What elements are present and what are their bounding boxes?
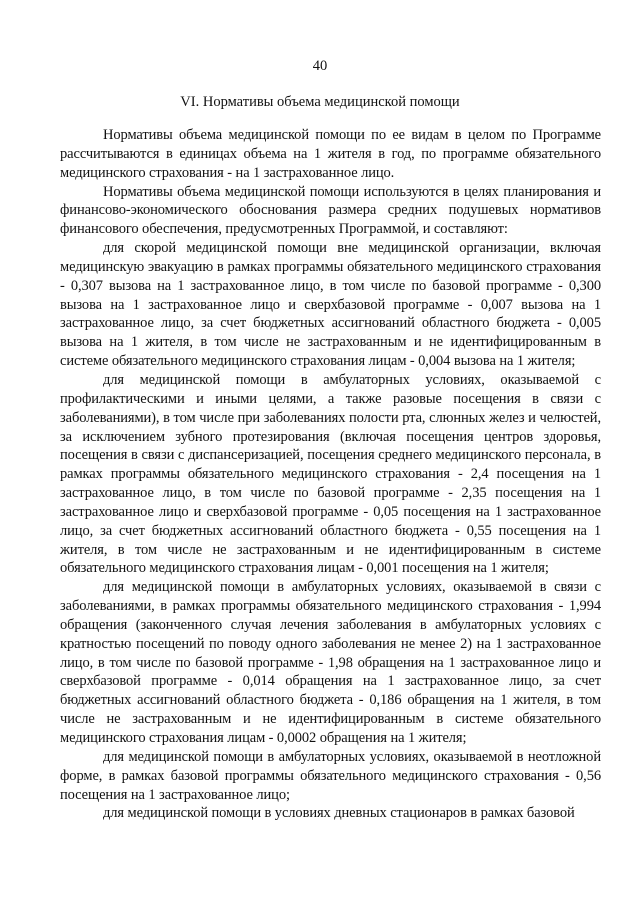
- paragraph-4: для медицинской помощи в амбулаторных условиях, оказываемой с профилактическими и иными целями, а также разовые посещения в связи с заболеваниями), в том числе при заболеваниях полости рта, слюнных желез и челюстей, за исключением зубного протезирования (включая посещения центров здоровья, посещения в связи с диспансеризацией, посещения среднего медицинского персонала, в рамках программы обязательного медицинского страхования - 2,4 посещения на 1 застрахованное лицо, в том числе по базовой программе - 2,35 посещения на 1 застрахованное лицо и сверхбазовой программе - 0,05 посещения на 1 застрахованное лицо, за счет бюджетных ассигнований областного бюджета - 0,55 посещения на 1 жителя, в том числе не застрахованным и не идентифицированным в системе обязательного медицинского страхования лицам - 0,001 посещения на 1 жителя;: [60, 371, 601, 577]
- paragraph-5: для медицинской помощи в амбулаторных условиях, оказываемой в связи с заболеваниями, в рамках программы обязательного медицинского страхования - 1,994 обращения (законченного случая лечения заболевания в амбулаторных условиях с кратностью посещений по поводу одного заболевания не менее 2) на 1 застрахованное лицо, в том числе по базовой программе - 1,98 обращения на 1 застрахованное лицо и сверхбазовой программе - 0,014 обращения на 1 застрахованное лицо, за счет бюджетных ассигнований областного бюджета - 0,186 обращения на 1 жителя, в том числе не застрахованным и не идентифицированным в системе обязательного медицинского страхования лицам - 0,0002 обращения на 1 жителя;: [60, 579, 601, 746]
- paragraph-1: Нормативы объема медицинской помощи по ее видам в целом по Программе рассчитываются в единицах объема на 1 жителя в год, по программе обязательного медицинского страхования - на 1 застрахованное лицо.: [60, 127, 601, 181]
- body-text: [60, 126, 601, 823]
- paragraph-3: для скорой медицинской помощи вне медицинской организации, включая медицинскую эвакуацию в рамках программы обязательного медицинского страхования - 0,307 вызова на 1 застрахованное лицо, в том числе по базовой программе - 0,300 вызова на 1 застрахованное лицо и сверхбазовой программе - 0,007 вызова на 1 застрахованное лицо, за счет бюджетных ассигнований областного бюджета - 0,005 вызова на 1 жителя, в том числе не застрахованным и не идентифицированным в системе обязательного медицинского страхования лицам - 0,004 вызова на 1 жителя;: [60, 240, 601, 370]
- paragraph-6: для медицинской помощи в амбулаторных условиях, оказываемой в неотложной форме, в рамках базовой программы обязательного медицинского страхования - 0,56 посещения на 1 застрахованное лицо;: [60, 748, 601, 803]
- paragraph-7: для медицинской помощи в условиях дневных стационаров в рамках базовой: [103, 805, 575, 822]
- paragraph-2: Нормативы объема медицинской помощи используются в целях планирования и финансово-экономического обоснования размера средних подушевых нормативов финансового обеспечения, предусмотренных Программой, и составляют:: [60, 183, 601, 238]
- page-number: 40: [312, 58, 328, 74]
- section-title: VI. Нормативы объема медицинской помощи: [180, 94, 460, 110]
